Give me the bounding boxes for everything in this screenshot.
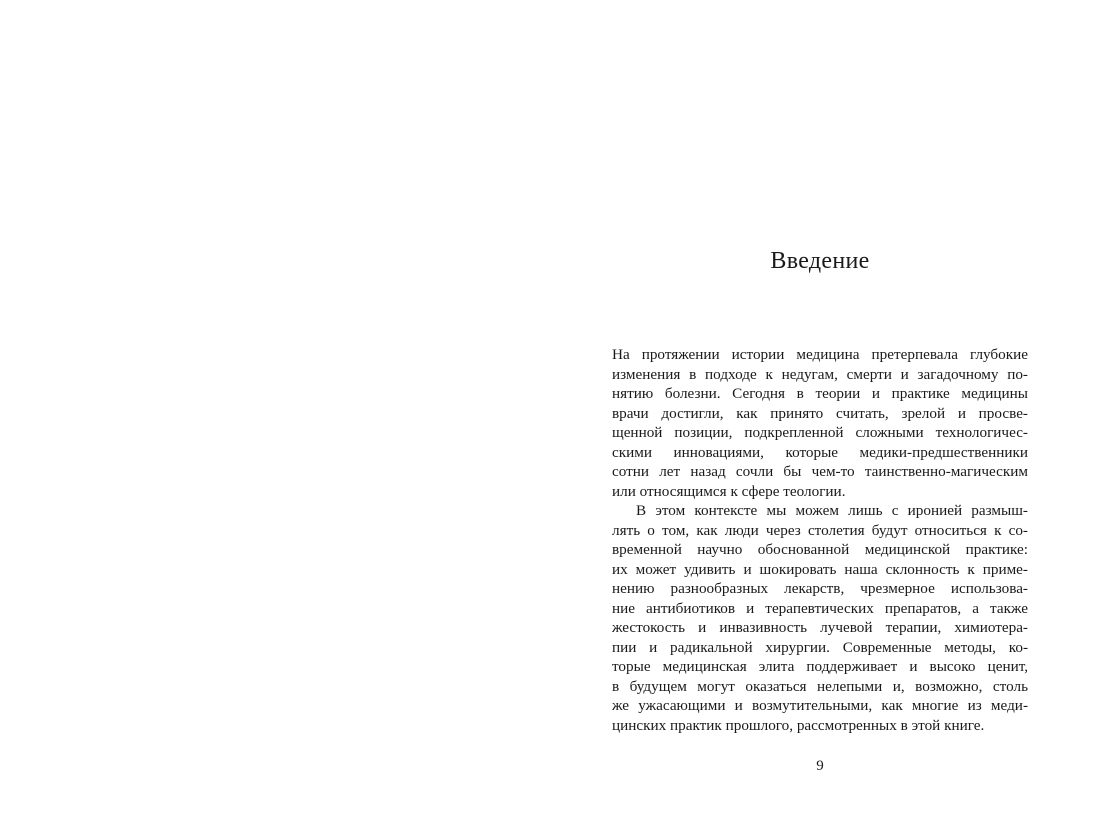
text-line: в будущем могут оказаться нелепыми и, возможно, столь — [612, 677, 1028, 695]
right-page — [550, 0, 1100, 825]
chapter-title: Введение — [770, 248, 870, 274]
text-line: или относящимся к сфере теологии. — [612, 482, 846, 500]
text-line: В этом контексте мы можем лишь с иронией размыш- — [636, 502, 1028, 519]
paragraph-2 — [612, 501, 1028, 735]
text-line: сотни лет назад сочли бы чем-то таинственно-магическим — [612, 463, 1028, 480]
text-line: жестокость и инвазивность лучевой терапии, химиотера- — [612, 619, 1028, 636]
text-line: пии и радикальной хирургии. Современные методы, ко- — [612, 638, 1028, 656]
text-line: нению разнообразных лекарств, чрезмерное использова- — [612, 580, 1028, 597]
text-line: ние антибиотиков и терапевтических препаратов, а также — [612, 599, 1028, 617]
text-line: нятию болезни. Сегодня в теории и практике медицины — [612, 385, 1028, 402]
text-line: же ужасающими и возмутительными, как многие из меди- — [612, 697, 1028, 714]
text-line: торые медицинская элита поддерживает и высоко ценит, — [612, 658, 1028, 675]
body-text — [612, 345, 1028, 735]
text-line: На протяжении истории медицина претерпевала глубокие — [612, 346, 1028, 363]
page-number: 9 — [816, 758, 824, 774]
text-line: их может удивить и шокировать наша склонность к приме- — [612, 560, 1028, 578]
text-line: лять о том, как люди через столетия будут относиться к со- — [612, 521, 1028, 539]
text-line: цинских практик прошлого, рассмотренных в этой книге. — [612, 716, 985, 734]
text-line: изменения в подходе к недугам, смерти и загадочному по- — [612, 365, 1028, 383]
text-line: временной научно обоснованной медицинской практике: — [612, 541, 1028, 558]
text-line: врачи достигли, как принято считать, зрелой и просве- — [612, 404, 1028, 422]
text-line: скими инновациями, которые медики-предшественники — [612, 443, 1028, 461]
paragraph-1 — [612, 345, 1028, 501]
text-line: щенной позиции, подкрепленной сложными технологичес- — [612, 424, 1028, 441]
